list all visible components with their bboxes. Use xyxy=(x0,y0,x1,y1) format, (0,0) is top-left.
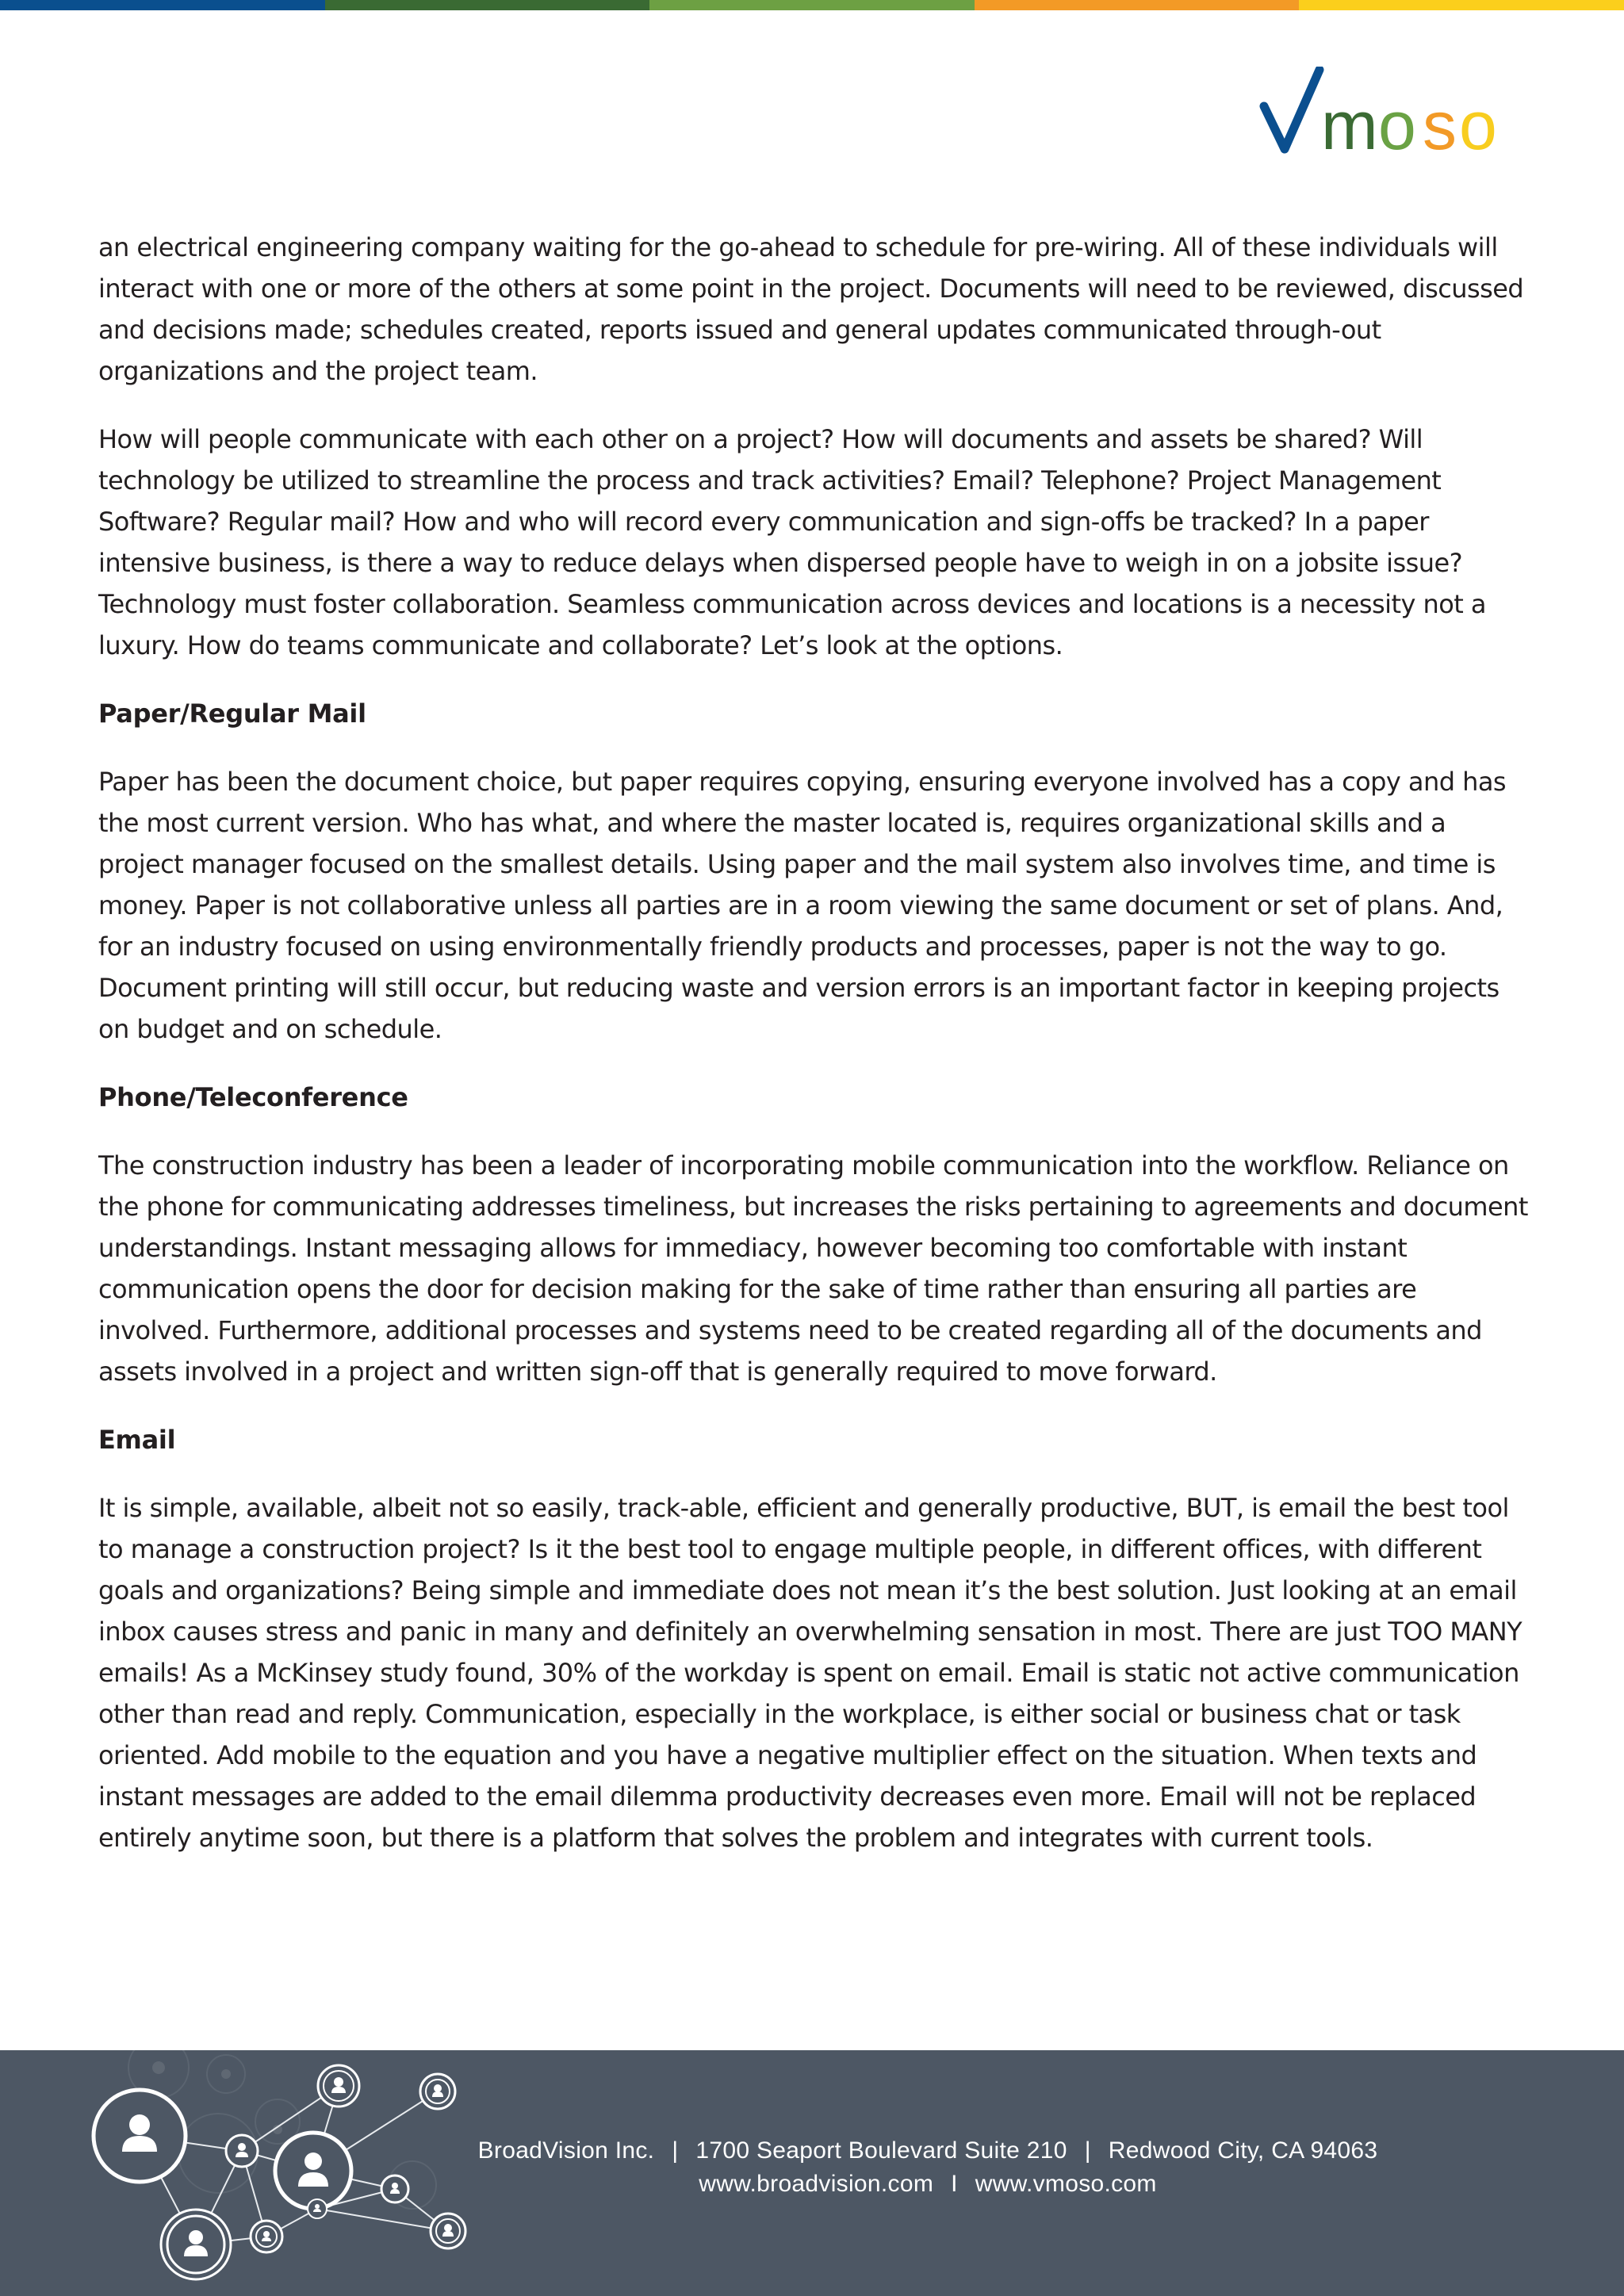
footer-separator: | xyxy=(1084,2137,1091,2164)
footer-website-vmoso[interactable]: www.vmoso.com xyxy=(975,2171,1157,2197)
paragraph-intro-continued: an electrical engineering company waiting for the go-ahead to schedule for pre-wiring. All of these individuals will interact with one or more of the others at some point in the project. Documents will need to be reviewed, discussed and decisions made; schedules created, reports issued and general updates communicated through-out organizations and the project team. xyxy=(98,232,1524,386)
network-node-small-7 xyxy=(431,2214,465,2248)
network-node-small-3 xyxy=(420,2074,455,2109)
network-node-bottom xyxy=(161,2210,231,2279)
network-node-small-4 xyxy=(381,2175,408,2202)
color-bar-segment-orange xyxy=(975,0,1300,10)
footer-city: Redwood City, CA 94063 xyxy=(1108,2137,1378,2164)
network-node-small-2 xyxy=(318,2065,359,2107)
heading-phone-teleconference: Phone/Teleconference xyxy=(98,1082,408,1112)
color-bar-segment-blue xyxy=(0,0,325,10)
heading-email: Email xyxy=(98,1425,176,1455)
footer-website-broadvision[interactable]: www.broadvision.com xyxy=(699,2171,934,2197)
heading-paper-regular-mail: Paper/Regular Mail xyxy=(98,698,366,729)
network-node-large-center xyxy=(275,2133,351,2209)
footer-street-address: 1700 Seaport Boulevard Suite 210 xyxy=(695,2137,1067,2164)
page-footer xyxy=(0,2050,1624,2296)
footer-separator: I xyxy=(951,2171,958,2197)
footer-company-name: BroadVision Inc. xyxy=(477,2137,655,2164)
vmoso-logo-graphic xyxy=(1259,67,1529,155)
footer-address-row xyxy=(428,2134,1427,2168)
color-bar-segment-yellow xyxy=(1299,0,1624,10)
logo-letter-o-1: o xyxy=(1378,88,1416,155)
footer-separator: | xyxy=(672,2137,679,2164)
paragraph-paper-regular-mail: Paper has been the document choice, but paper requires copying, ensuring everyone involved has a copy and has the most current version. Who has what, and where the master located is, requires organizational skills and a project manager focused on the smallest details. Using paper and the mail system also involves time, and time is money. Paper is not collaborative unless all parties are in a room viewing the same document or set of plans. And, for an industry focused on using environmentally friendly products and processes, paper is not the way to go. Document printing will still occur, but reducing waste and version errors is an important factor in keeping projects on budget and on schedule. xyxy=(98,767,1507,1044)
top-color-bar xyxy=(0,0,1624,10)
logo-letter-o-2: o xyxy=(1459,88,1497,155)
vmoso-logo xyxy=(1259,67,1529,155)
color-bar-segment-dark-green xyxy=(325,0,650,10)
footer-website-row xyxy=(428,2168,1427,2201)
paragraph-email: It is simple, available, albeit not so easily, track-able, efficient and generally productive, BUT, is email the best tool to manage a construction project? Is it the best tool to engage multiple people, in different offices, with different goals and organizations? Being simple and immediate does not mean it’s the best solution. Just looking at an email inbox causes stress and panic in many and definitely an overwhelming sensation in most. There are just TOO MANY emails! As a McKinsey study found, 30% of the workday is spent on email. Email is static not active communication other than read and reply. Communication, especially in the workplace, is either social or business chat or task oriented. Add mobile to the equation and you have a negative multiplier effect on the situation. When texts and instant messages are added to the email dilemma productivity decreases even more. Email will not be replaced entirely anytime soon, but there is a platform that solves the problem and integrates with current tools. xyxy=(98,1493,1522,1853)
paragraph-communication-questions: How will people communicate with each other on a project? How will documents and assets be shared? Will technology be utilized to streamline the process and track activities? Email? Telephone? Project Management Software? Regular mail? How and who will record every communication and sign-offs be tracked? In a paper intensive business, is there a way to reduce delays when dispersed people have to weigh in on a jobsite issue? Technology must foster collaboration. Seamless communication across devices and locations is a necessity not a luxury. How do teams communicate and collaborate? Let’s look at the options. xyxy=(98,424,1486,660)
paragraph-phone-teleconference: The construction industry has been a leader of incorporating mobile communication into the workflow. Reliance on the phone for communicating addresses timeliness, but increases the risks pertaining to agreements and document understandings. Instant messaging allows for immediacy, however becoming too comfortable with instant communication opens the door for decision making for the sake of time rather than ensuring all parties are involved. Furthermore, additional processes and systems need to be created regarding all of the documents and assets involved in a project and written sign-off that is generally required to move forward. xyxy=(98,1150,1528,1387)
network-node-small-5 xyxy=(308,2199,327,2218)
footer-contact-info xyxy=(428,2134,1427,2201)
document-body xyxy=(98,227,1534,1885)
logo-letter-s: s xyxy=(1423,88,1457,155)
logo-letter-m: m xyxy=(1321,88,1378,155)
network-node-small-1 xyxy=(226,2135,258,2167)
logo-v-mark xyxy=(1264,70,1320,149)
network-node-large-left xyxy=(94,2090,186,2182)
network-node-small-6 xyxy=(251,2221,282,2252)
color-bar-segment-green xyxy=(649,0,975,10)
